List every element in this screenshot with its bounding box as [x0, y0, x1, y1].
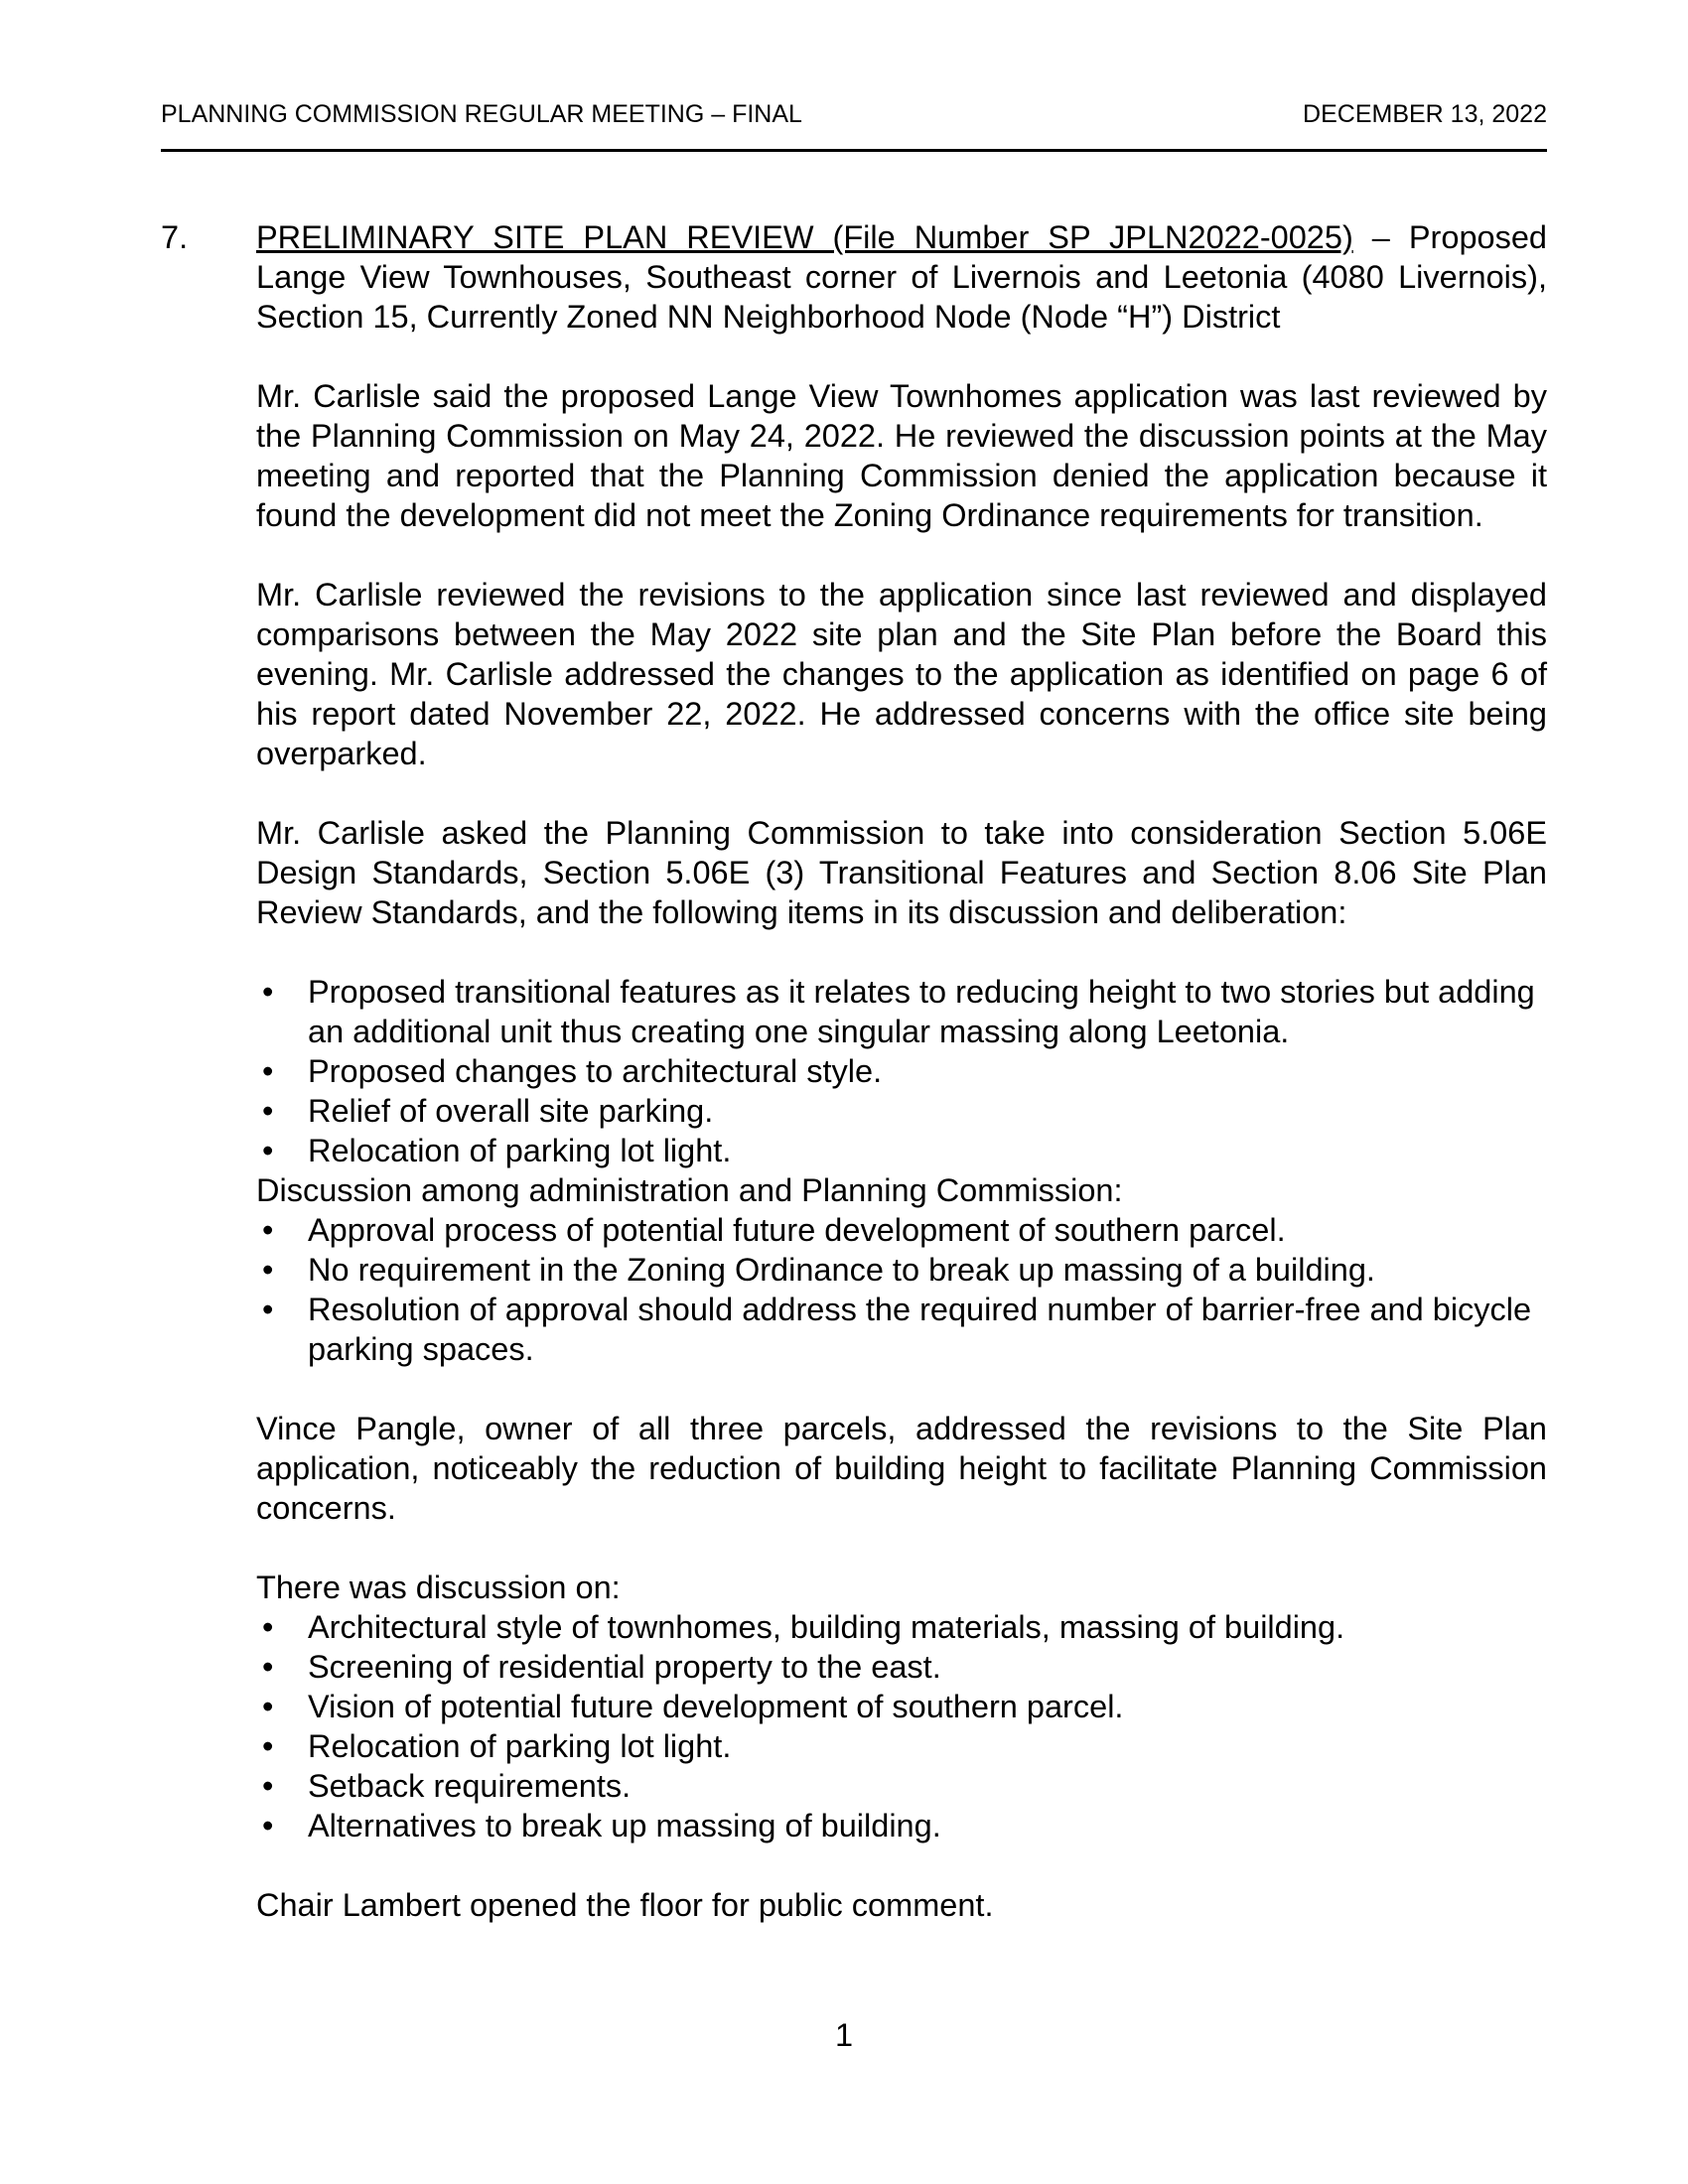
closing-paragraph: Chair Lambert opened the floor for public comment. [256, 1887, 994, 1923]
list-item-text: Relief of overall site parking. [308, 1093, 714, 1129]
bullet-icon: • [262, 1808, 274, 1843]
list-item [256, 1726, 1547, 1766]
list-item-text: Approval process of potential future development of southern parcel. [308, 1212, 1286, 1248]
bullet-icon: • [262, 1609, 274, 1645]
bullet-icon: • [262, 1093, 274, 1129]
agenda-item-heading [161, 217, 1547, 337]
list-item-text: Vision of potential future development of southern parcel. [308, 1689, 1124, 1724]
list-item [256, 1766, 1547, 1806]
list-item-text: Alternatives to break up massing of building. [308, 1808, 941, 1843]
bullet-icon: • [262, 1649, 274, 1685]
agenda-item-number: 7. [161, 219, 189, 255]
paragraph-revisions: Mr. Carlisle reviewed the revisions to the application since last reviewed and displayed comparisons between the May 2022 site plan and the Site Plan before the Board this evening. Mr. Carlisle addressed the changes to the application as identified on page 6 of his report dated November 22, 2022. He addressed concerns with the office site being overparked. [256, 577, 1547, 771]
list-item-text: No requirement in the Zoning Ordinance to break up massing of a building. [308, 1252, 1375, 1288]
minutes-content [0, 152, 1688, 1925]
list-item [256, 1250, 1547, 1290]
list-item [256, 1687, 1547, 1726]
discussion-section [256, 1170, 1547, 1369]
list-item [256, 1091, 1547, 1131]
list-item-text: Relocation of parking lot light. [308, 1728, 732, 1764]
list-item [256, 1607, 1547, 1647]
list-item-text: Resolution of approval should address the required number of barrier-free and bicycle parking spaces. [308, 1292, 1532, 1367]
page-number: 1 [834, 2017, 854, 2053]
bullet-icon: • [262, 1768, 274, 1804]
second-discussion-list [256, 1607, 1547, 1845]
bullet-icon: • [262, 1133, 274, 1168]
list-item [256, 1210, 1547, 1250]
list-item [256, 1806, 1547, 1845]
list-item-text: Architectural style of townhomes, building materials, massing of building. [308, 1609, 1345, 1645]
list-item-text: Proposed changes to architectural style. [308, 1053, 883, 1089]
paragraph-review-history: Mr. Carlisle said the proposed Lange View Townhomes application was last reviewed by the Planning Commission on May 24, 2022. He reviewed the discussion points at the May meeting and reported that the Planning Commission denied the application because it found the development did not meet the Zoning Ordinance requirements for transition. [256, 378, 1547, 533]
agenda-item-title-underlined: PRELIMINARY SITE PLAN REVIEW (File Number SP JPLN2022-0025) [256, 219, 1353, 255]
header-left-title: PLANNING COMMISSION REGULAR MEETING – FINAL [161, 100, 802, 128]
list-item [256, 1290, 1547, 1369]
list-item [256, 1051, 1547, 1091]
discussion-heading: Discussion among administration and Planning Commission: [256, 1172, 1123, 1208]
discussion-list [256, 1210, 1547, 1369]
paragraph-consideration: Mr. Carlisle asked the Planning Commission to take into consideration Section 5.06E Design Standards, Section 5.06E (3) Transitional Features and Section 8.06 Site Plan Review Standards, and the following items in its discussion and deliberation: [256, 815, 1547, 930]
bullet-icon: • [262, 1053, 274, 1089]
agenda-item-title [256, 217, 1547, 337]
list-item [256, 1647, 1547, 1687]
page-header [0, 0, 1688, 129]
paragraph-owner-remarks: Vince Pangle, owner of all three parcels, addressed the revisions to the Site Plan application, noticeably the reduction of building height to facilitate Planning Commission concerns. [256, 1411, 1547, 1526]
list-item-text: Relocation of parking lot light. [308, 1133, 732, 1168]
second-discussion-section [256, 1568, 1547, 1845]
bullet-icon: • [262, 974, 274, 1010]
consideration-list [256, 972, 1547, 1170]
bullet-icon: • [262, 1728, 274, 1764]
bullet-icon: • [262, 1292, 274, 1327]
second-discussion-heading: There was discussion on: [256, 1570, 621, 1605]
list-item [256, 972, 1547, 1051]
list-item [256, 1131, 1547, 1170]
list-item-text: Screening of residential property to the east. [308, 1649, 941, 1685]
bullet-icon: • [262, 1252, 274, 1288]
agenda-item-title-rest: – Proposed Lange View Townhouses, Southeast corner of Livernois and Leetonia (4080 Livernois), Section 15, Currently Zoned NN Neighborhood Node (Node “H”) District [256, 219, 1547, 335]
list-item-text: Proposed transitional features as it relates to reducing height to two stories but adding an additional unit thus creating one singular massing along Leetonia. [308, 974, 1535, 1049]
bullet-icon: • [262, 1689, 274, 1724]
header-date: DECEMBER 13, 2022 [1303, 100, 1547, 128]
bullet-icon: • [262, 1212, 274, 1248]
list-item-text: Setback requirements. [308, 1768, 632, 1804]
